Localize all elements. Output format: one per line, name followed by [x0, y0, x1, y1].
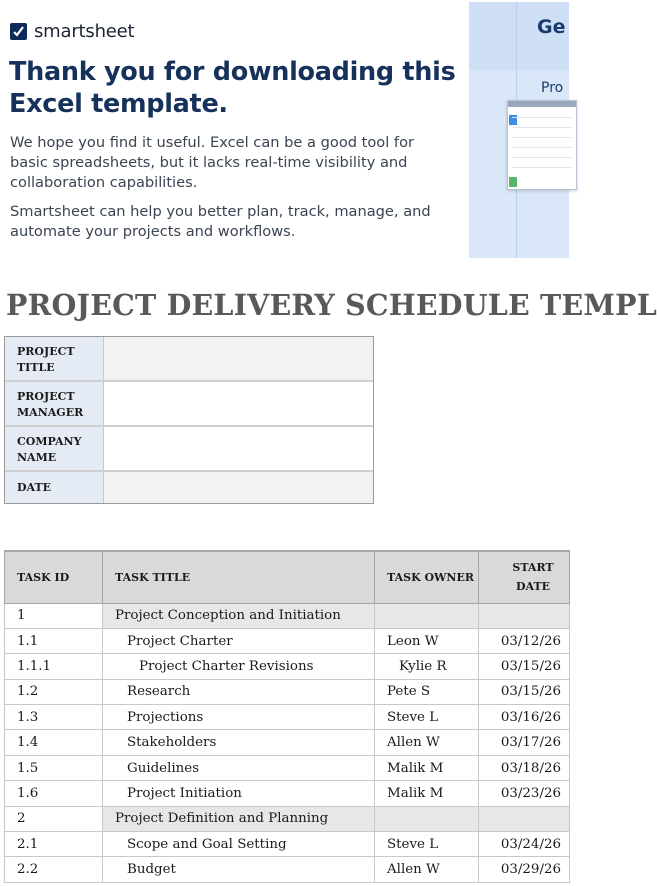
task-id-cell[interactable]: 1.3 — [5, 705, 103, 730]
task-owner-cell[interactable]: Leon W — [375, 628, 479, 653]
table-row — [5, 654, 570, 679]
table-row — [5, 705, 570, 730]
task-owner-cell[interactable]: Kylie R — [375, 654, 479, 679]
smartsheet-banner[interactable] — [0, 0, 569, 262]
table-row — [5, 832, 570, 857]
task-title-cell[interactable]: Research — [103, 679, 375, 704]
info-row-project-title — [5, 337, 373, 382]
info-label: PROJECT MANAGER — [5, 382, 103, 425]
task-id-cell[interactable]: 1.6 — [5, 781, 103, 806]
project-info-table — [4, 336, 374, 504]
column-header-task-owner[interactable]: TASK OWNER — [375, 551, 479, 603]
info-row-company-name — [5, 427, 373, 472]
start-date-cell[interactable] — [479, 603, 570, 628]
task-owner-cell[interactable] — [375, 603, 479, 628]
task-owner-cell[interactable]: Steve L — [375, 705, 479, 730]
start-date-cell[interactable]: 03/15/26 — [479, 679, 570, 704]
info-label: COMPANY NAME — [5, 427, 103, 470]
task-id-cell[interactable]: 1 — [5, 603, 103, 628]
task-title-cell[interactable]: Stakeholders — [103, 730, 375, 755]
table-row — [5, 628, 570, 653]
task-title-cell[interactable]: Budget — [103, 857, 375, 882]
banner-paragraph-1: We hope you find it useful. Excel can be a good tool for basic spreadsheets, but it lacks real-time visibility and collaboration capabilities. — [10, 134, 414, 191]
task-owner-cell[interactable]: Allen W — [375, 730, 479, 755]
task-title-cell[interactable]: Project Charter — [103, 628, 375, 653]
task-id-cell[interactable]: 1.5 — [5, 755, 103, 780]
smartsheet-logo — [10, 21, 134, 42]
promo-image[interactable] — [469, 2, 569, 258]
task-owner-cell[interactable]: Pete S — [375, 679, 479, 704]
info-label: DATE — [5, 472, 103, 503]
task-id-cell[interactable]: 2.1 — [5, 832, 103, 857]
promo-subtitle: Pro — [541, 80, 564, 96]
task-owner-cell[interactable]: Steve L — [375, 832, 479, 857]
company-name-field[interactable] — [103, 427, 373, 470]
table-row — [5, 730, 570, 755]
task-title-cell[interactable]: Project Conception and Initiation — [103, 603, 375, 628]
task-title-cell[interactable]: Scope and Goal Setting — [103, 832, 375, 857]
project-manager-field[interactable] — [103, 382, 373, 425]
task-title-cell[interactable]: Project Initiation — [103, 781, 375, 806]
brand-name: smartsheet — [34, 21, 135, 42]
info-label: PROJECT TITLE — [5, 337, 103, 380]
task-id-cell[interactable]: 1.1.1 — [5, 654, 103, 679]
start-date-cell[interactable]: 03/29/26 — [479, 857, 570, 882]
column-header-task-id[interactable]: TASK ID — [5, 551, 103, 603]
banner-paragraph-2: Smartsheet can help you better plan, track, manage, and automate your projects and workflows. — [10, 203, 431, 240]
start-date-cell[interactable] — [479, 806, 570, 831]
task-owner-cell[interactable]: Allen W — [375, 857, 479, 882]
start-date-cell[interactable]: 03/12/26 — [479, 628, 570, 653]
task-id-cell[interactable]: 1.2 — [5, 679, 103, 704]
task-id-cell[interactable]: 1.4 — [5, 730, 103, 755]
table-row-phase — [5, 806, 570, 831]
task-id-cell[interactable]: 1.1 — [5, 628, 103, 653]
column-header-task-title[interactable]: TASK TITLE — [103, 551, 375, 603]
start-date-cell[interactable]: 03/24/26 — [479, 832, 570, 857]
info-row-date — [5, 472, 373, 503]
task-owner-cell[interactable]: Malik M — [375, 755, 479, 780]
column-header-start-date[interactable]: START DATE — [479, 551, 570, 603]
task-owner-cell[interactable]: Malik M — [375, 781, 479, 806]
start-date-cell[interactable]: 03/18/26 — [479, 755, 570, 780]
task-id-cell[interactable]: 2 — [5, 806, 103, 831]
task-schedule-table — [4, 550, 570, 883]
task-owner-cell[interactable] — [375, 806, 479, 831]
project-title-field[interactable] — [103, 337, 373, 380]
task-title-cell[interactable]: Project Definition and Planning — [103, 806, 375, 831]
info-row-project-manager — [5, 382, 373, 427]
table-row — [5, 857, 570, 882]
promo-title: Ge — [537, 16, 566, 38]
task-title-cell[interactable]: Projections — [103, 705, 375, 730]
start-date-cell[interactable]: 03/15/26 — [479, 654, 570, 679]
table-row — [5, 755, 570, 780]
start-date-cell[interactable]: 03/16/26 — [479, 705, 570, 730]
banner-headline: Thank you for downloading this Excel template. — [9, 57, 456, 119]
promo-screenshot-thumbnail — [507, 100, 577, 190]
sheet-title: PROJECT DELIVERY SCHEDULE TEMPL — [6, 288, 657, 322]
checkmark-icon — [10, 23, 27, 40]
table-row — [5, 679, 570, 704]
table-row-phase — [5, 603, 570, 628]
task-title-cell[interactable]: Project Charter Revisions — [103, 654, 375, 679]
task-id-cell[interactable]: 2.2 — [5, 857, 103, 882]
table-row — [5, 781, 570, 806]
date-field[interactable] — [103, 472, 373, 503]
table-header-row — [5, 551, 570, 603]
task-title-cell[interactable]: Guidelines — [103, 755, 375, 780]
start-date-cell[interactable]: 03/23/26 — [479, 781, 570, 806]
start-date-cell[interactable]: 03/17/26 — [479, 730, 570, 755]
